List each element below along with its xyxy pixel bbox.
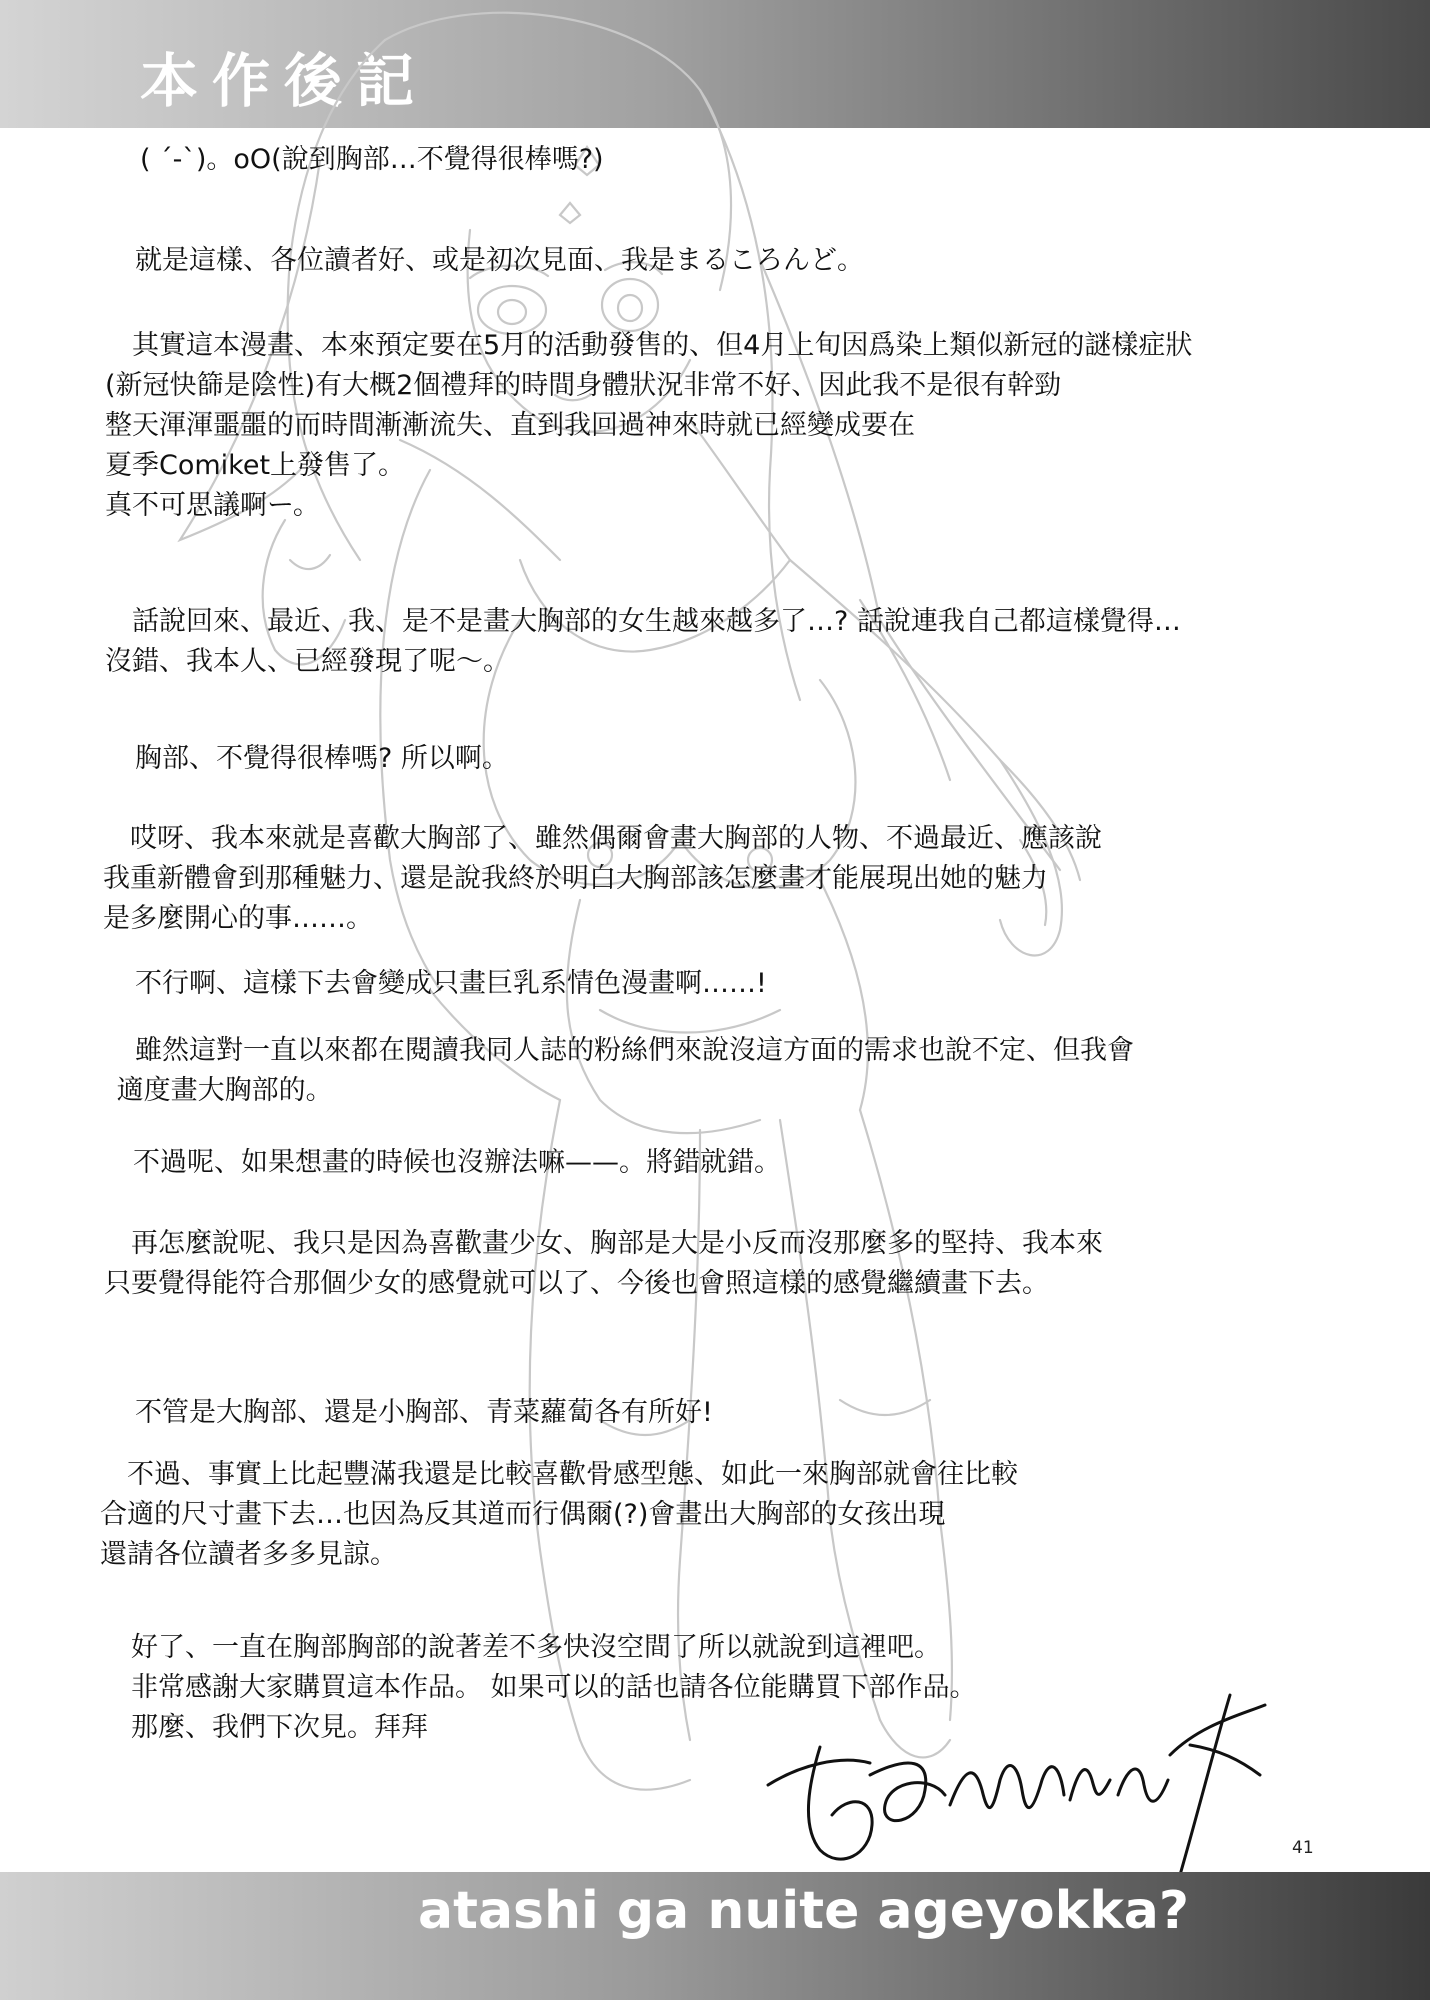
paragraph-3: 其實這本漫畫、本來預定要在5月的活動發售的、但4月上旬因爲染上類似新冠的謎樣症狀 (新冠快篩是陰性)有大概2個禮拜的時間身體狀況非常不好、因此我不是很有幹勁 整天渾渾噩噩的而時間漸漸流失、直到我回過神來時就已經變成要在 夏季Comiket上發售了。 真不可思議啊ー。 xyxy=(105,330,1193,521)
paragraph-2: 就是這樣、各位讀者好、或是初次見面、我是まるころんど。 xyxy=(108,245,864,276)
page-number: 41 xyxy=(1292,1838,1314,1858)
paragraph-5: 胸部、不覺得很棒嗎? 所以啊。 xyxy=(108,743,509,774)
page-title: 本作後記 xyxy=(140,47,429,115)
paragraph-12: 不過、事實上比起豐滿我還是比較喜歡骨感型態、如此一來胸部就會往比較 合適的尺寸畫下去…也因為反其道而行偶爾(?)會畫出大胸部的女孩出現 還請各位讀者多多見諒。 xyxy=(100,1459,1018,1570)
paragraph-8: 雖然這對一直以來都在閱讀我同人誌的粉絲們來說沒這方面的需求也說不定、但我會 適度畫大胸部的。 xyxy=(116,1035,1134,1106)
series-title: atashi ga nuite ageyokka? xyxy=(418,1881,1190,1941)
paragraph-10: 再怎麼說呢、我只是因為喜歡畫少女、胸部是大是小反而沒那麼多的堅持、我本來 只要覺得能符合那個少女的感覺就可以了、今後也會照這樣的感覺繼續畫下去。 xyxy=(104,1228,1103,1299)
paragraph-4: 話說回來、最近、我、是不是畫大胸部的女生越來越多了…? 話說連我自己都這樣覺得… 沒錯、我本人、已經發現了呢～。 xyxy=(105,606,1181,677)
paragraph-11: 不管是大胸部、還是小胸部、青菜蘿蔔各有所好! xyxy=(108,1397,713,1428)
paragraph-7: 不行啊、這樣下去會變成只畫巨乳系情色漫畫啊……! xyxy=(108,968,767,999)
paragraph-9: 不過呢、如果想畫的時候也沒辦法嘛——。將錯就錯。 xyxy=(106,1147,781,1178)
paragraph-1: ( ´-`)。oO(說到胸部…不覺得很棒嗎?) xyxy=(140,144,604,175)
paragraph-13: 好了、一直在胸部胸部的說著差不多快沒空間了所以就說到這裡吧。 非常感謝大家購買這本作品。 如果可以的話也請各位能購買下部作品。 那麼、我們下次見。拜拜 xyxy=(130,1632,977,1743)
author-signature xyxy=(760,1685,1280,1885)
paragraph-6: 哎呀、我本來就是喜歡大胸部了、雖然偶爾會畫大胸部的人物、不過最近、應該說 我重新體會到那種魅力、還是說我終於明白大胸部該怎麼畫才能展現出她的魅力 是多麼開心的事……。 xyxy=(103,823,1102,934)
